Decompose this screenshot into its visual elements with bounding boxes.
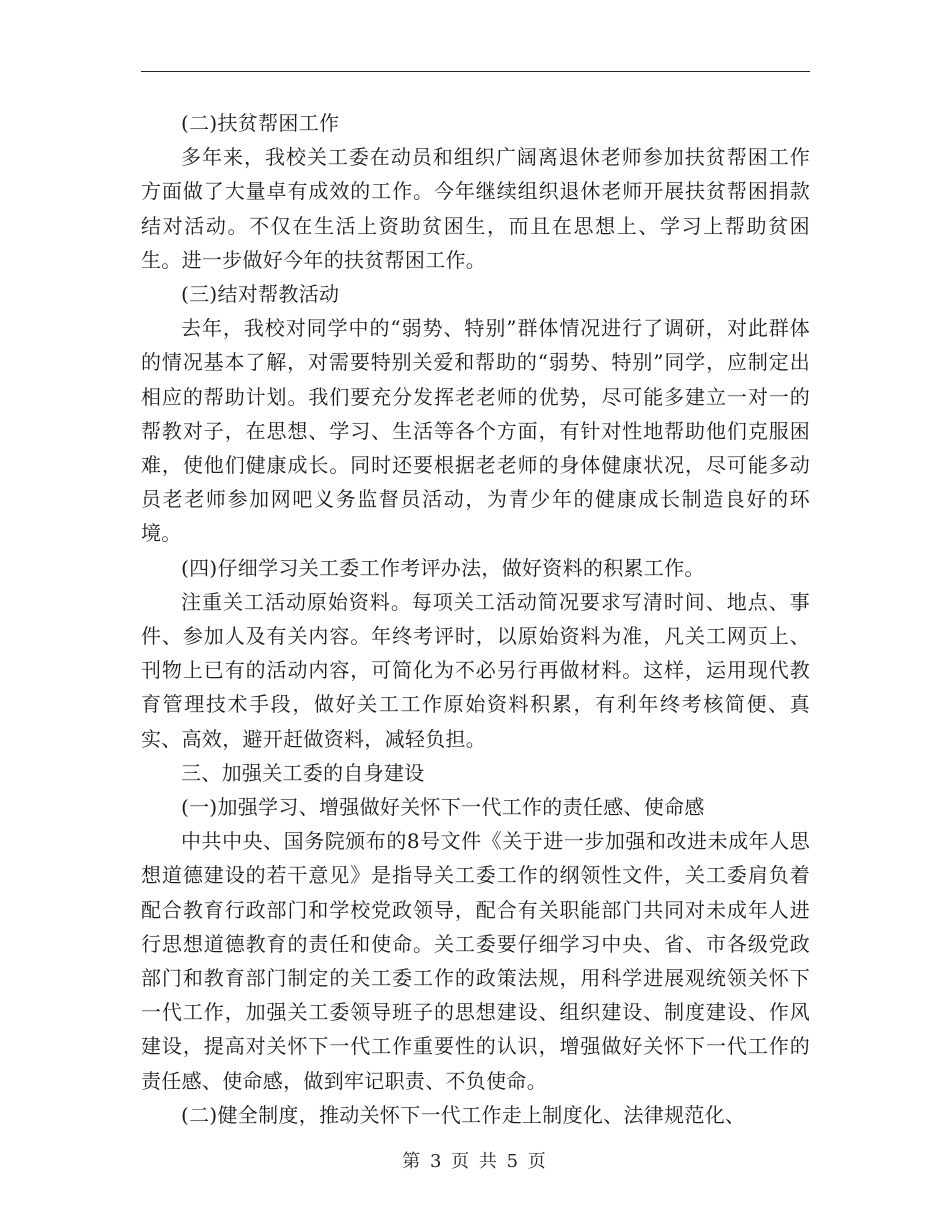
header-rule xyxy=(141,71,810,72)
subsection-heading-strengthen-study: (一)加强学习、增强做好关怀下一代工作的责任感、使命感 xyxy=(181,795,705,820)
section-heading-pairing-assistance: (三)结对帮教活动 xyxy=(181,282,340,307)
section-heading-evaluation-method: (四)仔细学习关工委工作考评办法，做好资料的积累工作。 xyxy=(181,555,705,580)
paragraph-poverty-relief: 多年来，我校关工委在动员和组织广阔离退休老师参加扶贫帮困工作方面做了大量卓有成效的工作。今年继续组织退休老师开展扶贫帮困捐款结对活动。不仅在生活上资助贫困生，而且在思想上、学习上帮助贫困生。进一步做好今年的扶贫帮困工作。 xyxy=(141,145,810,272)
document-body xyxy=(141,106,810,1132)
page-number-footer: 第 3 页 共 5 页 xyxy=(402,1151,548,1172)
section-heading-self-construction: 三、加强关工委的自身建设 xyxy=(181,760,425,785)
paragraph-records-accumulation: 注重关工活动原始资料。每项关工活动简况要求写清时间、地点、事件、参加人及有关内容。年终考评时，以原始资料为准，凡关工网页上、刊物上已有的活动内容，可简化为不必另行再做材料。这样，运用现代教育管理技术手段，做好关工工作原始资料积累，有利年终考核简便、真实、高效，避开赶做资料，减轻负担。 xyxy=(141,589,810,751)
subsection-heading-improve-system: (二)健全制度，推动关怀下一代工作走上制度化、法律规范化、 xyxy=(181,1102,746,1127)
paragraph-strengthen-study: 中共中央、国务院颁布的8号文件《关于进一步加强和改进未成年人思想道德建设的若干意见》是指导关工委工作的纲领性文件，关工委肩负着配合教育行政部门和学校党政领导，配合有关职能部门共同对未成年人进行思想道德教育的责任和使命。关工委要仔细学习中央、省、市各级党政部门和教育部门制定的关工委工作的政策法规，用科学进展观统领关怀下一代工作，加强关工委领导班子的思想建设、组织建设、制度建设、作风建设，提高对关怀下一代工作重要性的认识，增强做好关怀下一代工作的责任感、使命感，做到牢记职责、不负使命。 xyxy=(141,829,810,1093)
section-heading-poverty-relief: (二)扶贫帮困工作 xyxy=(181,111,340,135)
paragraph-pairing-assistance: 去年，我校对同学中的“弱势、特别”群体情况进行了调研，对此群体的情况基本了解，对需要特别关爱和帮助的“弱势、特别”同学，应制定出相应的帮助计划。我们要充分发挥老老师的优势，尽可能多建立一对一的帮教对子，在思想、学习、生活等各个方面，有针对性地帮助他们克服困难，使他们健康成长。同时还要根据老老师的身体健康状况，尽可能多动员老老师参加网吧义务监督员活动，为青少年的健康成长制造良好的环境。 xyxy=(141,316,810,546)
